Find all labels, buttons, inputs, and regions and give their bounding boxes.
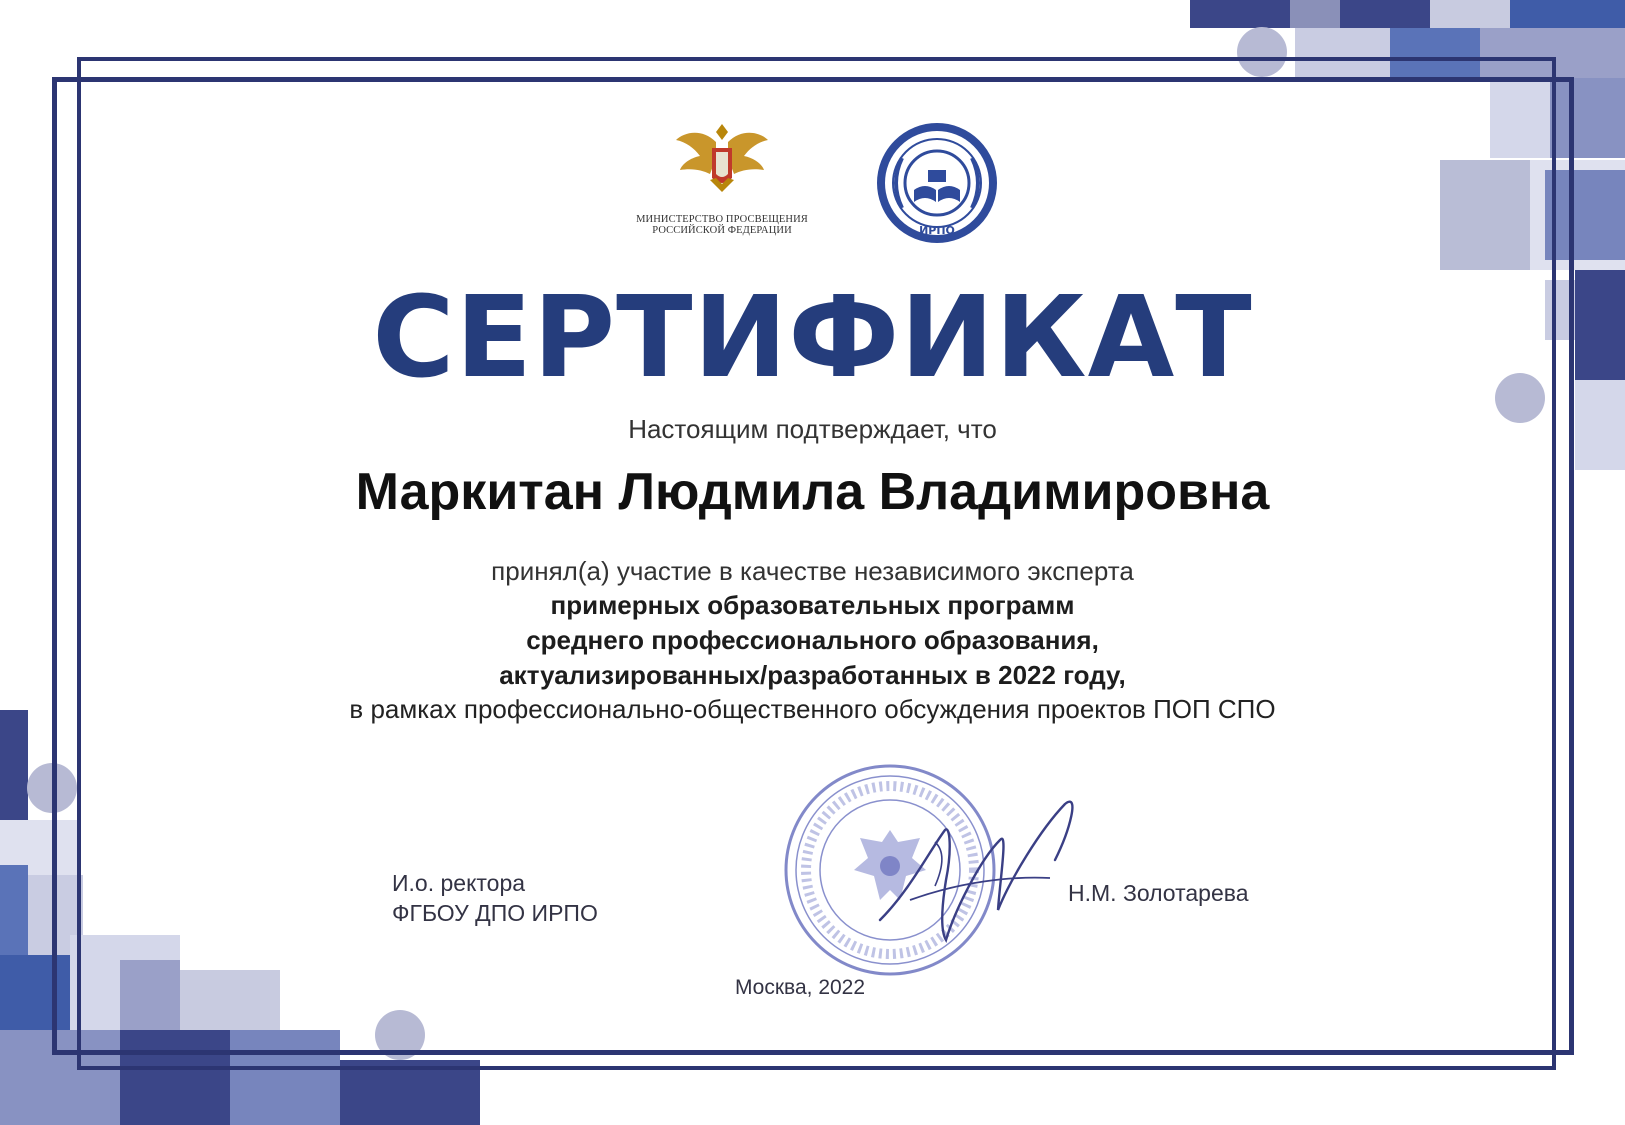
participation-text: принял(а) участие в качестве независимого эксперта <box>491 556 1134 586</box>
confirmation-text: Настоящим подтверждает, что <box>628 414 997 444</box>
certificate-body <box>160 0 1465 1125</box>
handwritten-signature-icon <box>850 790 1110 950</box>
recipient-name: Маркитан Людмила Владимировна <box>355 463 1270 521</box>
signatory-role-line2: ФГБОУ ДПО ИРПО <box>392 900 598 926</box>
ministry-name-line2: РОССИЙСКОЙ ФЕДЕРАЦИИ <box>652 225 792 236</box>
place-and-year: Москва, 2022 <box>734 976 866 999</box>
irpo-logo <box>872 118 1002 248</box>
signatory-role <box>392 868 598 928</box>
framework-text: в рамках профессионально-общественного обсуждения проектов ПОП СПО <box>349 694 1276 724</box>
irpo-emblem-icon <box>872 118 1002 248</box>
signer-name: Н.М. Золотарева <box>1068 880 1249 906</box>
program-line-3: актуализированных/разработанных в 2022 году, <box>499 660 1126 690</box>
program-line-1: примерных образовательных программ <box>550 590 1075 620</box>
irpo-label: ИРПО <box>919 224 955 237</box>
ministry-name <box>622 214 822 236</box>
certificate-title: СЕРТИФИКАТ <box>372 273 1253 403</box>
signatory-role-line1: И.о. ректора <box>392 870 526 896</box>
program-line-2: среднего профессионального образования, <box>526 625 1099 655</box>
eagle-emblem-icon <box>672 118 772 200</box>
ministry-name-line1: МИНИСТЕРСТВО ПРОСВЕЩЕНИЯ <box>636 214 808 225</box>
ministry-logo <box>622 118 822 248</box>
